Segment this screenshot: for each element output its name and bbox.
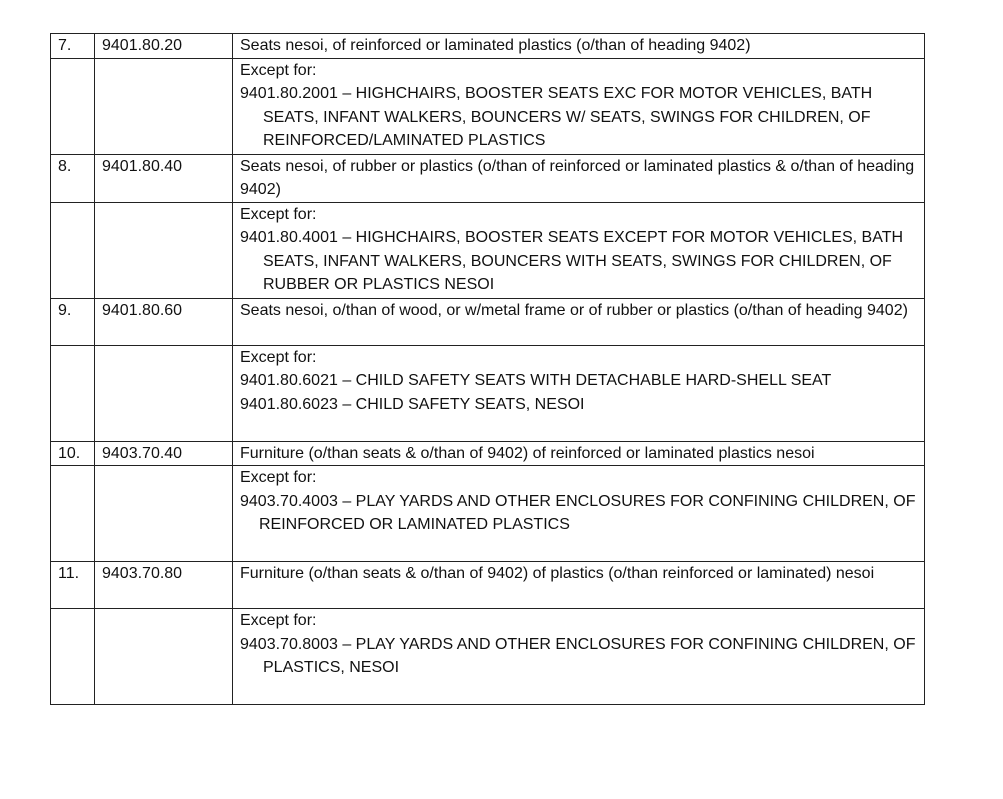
table-row (51, 154, 925, 202)
empty-cell (51, 202, 95, 298)
hts-code: 9403.70.40 (95, 441, 233, 466)
hts-code: 9403.70.80 (95, 562, 233, 609)
exception-item: 9403.70.8003 – PLAY YARDS AND OTHER ENCLOSURES FOR CONFINING CHILDREN, OF PLASTICS, NESOI (240, 635, 916, 676)
empty-cell (95, 58, 233, 154)
hts-code: 9401.80.20 (95, 34, 233, 59)
exception-item: 9401.80.6021 – CHILD SAFETY SEATS WITH DETACHABLE HARD-SHELL SEAT (240, 372, 832, 389)
hts-code: 9401.80.60 (95, 298, 233, 345)
row-number: 7. (51, 34, 95, 59)
hts-description: Seats nesoi, o/than of wood, or w/metal frame or of rubber or plastics (o/than of heading 9402) (233, 298, 925, 345)
table-row (51, 298, 925, 345)
table-row-exceptions (51, 202, 925, 298)
tariff-exclusions-table (50, 33, 925, 705)
empty-cell (51, 58, 95, 154)
exception-item: 9401.80.6023 – CHILD SAFETY SEATS, NESOI (240, 395, 585, 413)
row-number: 10. (51, 441, 95, 466)
table-row (51, 441, 925, 466)
exceptions-cell (233, 466, 925, 562)
except-label: Except for: (240, 469, 317, 486)
table-row (51, 34, 925, 59)
table-row-exceptions (51, 58, 925, 154)
table-row-exceptions (51, 609, 925, 705)
empty-cell (51, 609, 95, 705)
except-label: Except for: (240, 612, 317, 629)
empty-cell (95, 345, 233, 441)
table-row-exceptions (51, 345, 925, 441)
table-row (51, 562, 925, 609)
table-row-exceptions (51, 466, 925, 562)
exception-item: 9403.70.4003 – PLAY YARDS AND OTHER ENCLOSURES FOR CONFINING CHILDREN, OF REINFORCED OR LAMINATED PLASTICS (240, 492, 916, 533)
except-label: Except for: (240, 61, 317, 79)
except-label: Except for: (240, 205, 317, 223)
empty-cell (51, 345, 95, 441)
empty-cell (95, 202, 233, 298)
exceptions-cell (233, 609, 925, 705)
hts-description: Furniture (o/than seats & o/than of 9402) of plastics (o/than reinforced or laminated) nesoi (233, 562, 925, 609)
row-number: 11. (51, 562, 95, 609)
except-label: Except for: (240, 348, 317, 366)
row-number: 8. (51, 154, 95, 202)
row-number: 9. (51, 298, 95, 345)
exception-item: 9401.80.2001 – HIGHCHAIRS, BOOSTER SEATS EXC FOR MOTOR VEHICLES, BATH SEATS, INFANT WALKERS, BOUNCERS W/ SEATS, SWINGS FOR CHILDREN, OF REINFORCED/LAMINATED PLASTICS (240, 85, 873, 149)
exception-item: 9401.80.4001 – HIGHCHAIRS, BOOSTER SEATS EXCEPT FOR MOTOR VEHICLES, BATH SEATS, INFANT WALKERS, BOUNCERS WITH SEATS, SWINGS FOR CHILDREN, OF RUBBER OR PLASTICS NESOI (240, 229, 904, 293)
exceptions-cell (233, 58, 925, 154)
exceptions-cell (233, 345, 925, 441)
hts-description: Furniture (o/than seats & o/than of 9402) of reinforced or laminated plastics nesoi (233, 441, 925, 466)
hts-code: 9401.80.40 (95, 154, 233, 202)
empty-cell (95, 466, 233, 562)
hts-description: Seats nesoi, of rubber or plastics (o/than of reinforced or laminated plastics & o/than of heading 9402) (233, 154, 925, 202)
hts-description: Seats nesoi, of reinforced or laminated plastics (o/than of heading 9402) (233, 34, 925, 59)
empty-cell (95, 609, 233, 705)
exceptions-cell (233, 202, 925, 298)
empty-cell (51, 466, 95, 562)
